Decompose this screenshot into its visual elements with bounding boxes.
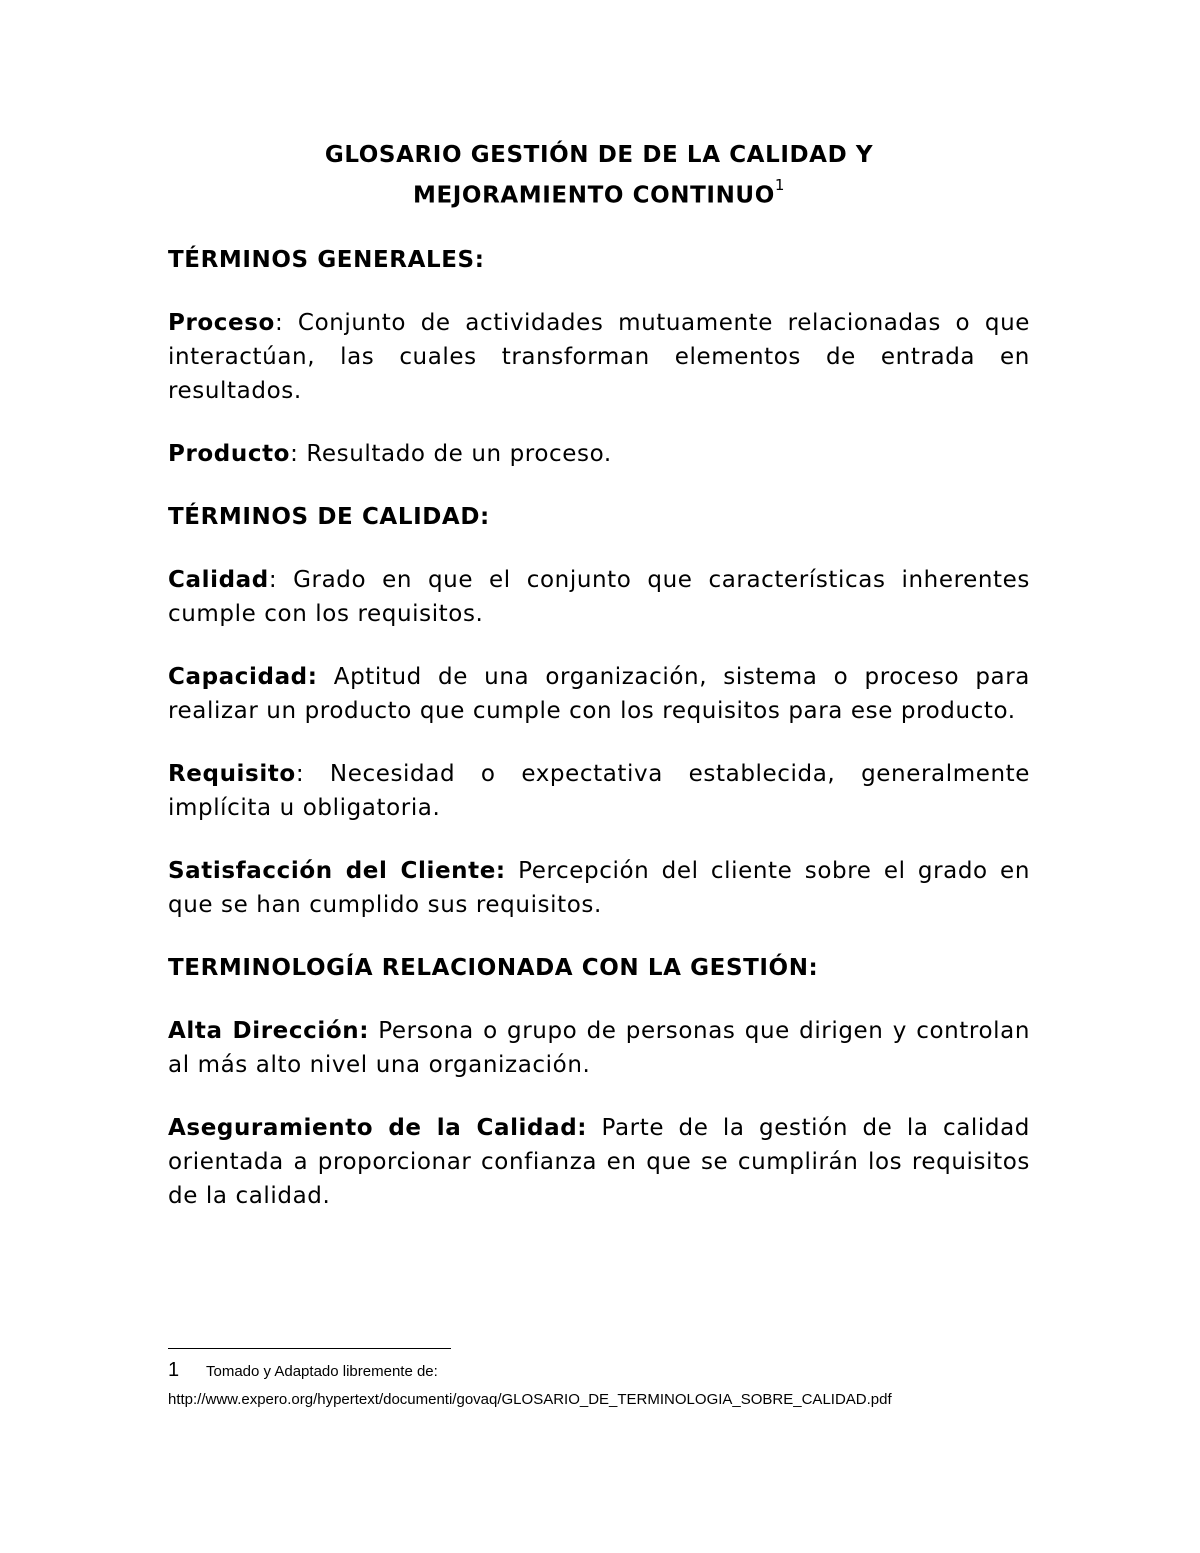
glossary-definition: : Resultado de un proceso. [290, 440, 612, 467]
section-heading-quality-terms: TÉRMINOS DE CALIDAD: [168, 503, 490, 530]
glossary-entry-satisfaccion-cliente [168, 854, 1030, 922]
footnote-line-1 [168, 1356, 1068, 1386]
glossary-term: Producto [168, 440, 291, 467]
glossary-term: Requisito [168, 760, 296, 787]
section-heading-management-terms: TERMINOLOGÍA RELACIONADA CON LA GESTIÓN: [168, 954, 819, 981]
footnote-number: 1 [168, 1359, 180, 1381]
document-body [168, 138, 1030, 1242]
document-title [168, 138, 1030, 213]
footnote [168, 1356, 1068, 1414]
glossary-definition: : Grado en que el conjunto que características inherentes cumple con los requisitos. [168, 566, 1030, 627]
glossary-entry-aseguramiento-calidad [168, 1111, 1030, 1213]
title-line-2 [168, 172, 1030, 213]
title-line-2-text: MEJORAMIENTO CONTINUO [412, 182, 775, 209]
footnote-separator [168, 1348, 451, 1349]
glossary-term: Alta Dirección: [168, 1017, 369, 1044]
glossary-entry-requisito [168, 757, 1030, 825]
glossary-entry-alta-direccion [168, 1014, 1030, 1082]
glossary-definition: : Necesidad o expectativa establecida, generalmente implícita u obligatoria. [168, 760, 1030, 821]
glossary-term: Satisfacción del Cliente: [168, 857, 506, 884]
glossary-term: Proceso [168, 309, 275, 336]
glossary-definition: Percepción del cliente sobre el grado en que se han cumplido sus requisitos. [168, 857, 1030, 918]
glossary-definition: : Conjunto de actividades mutuamente relacionadas o que interactúan, las cuales transforman elementos de entrada en resultados. [168, 309, 1030, 404]
section-heading-general-terms: TÉRMINOS GENERALES: [168, 246, 485, 273]
title-line-1: GLOSARIO GESTIÓN DE DE LA CALIDAD Y [324, 142, 874, 168]
glossary-term: Aseguramiento de la Calidad: [168, 1114, 588, 1141]
glossary-entry-calidad [168, 563, 1030, 631]
glossary-entry-producto [168, 437, 1030, 471]
glossary-definition: Parte de la gestión de la calidad orientada a proporcionar confianza en que se cumplirán los requisitos de la calidad. [168, 1114, 1030, 1209]
glossary-entry-proceso [168, 306, 1030, 408]
footnote-reference[interactable]: 1 [774, 176, 786, 194]
glossary-definition: Aptitud de una organización, sistema o proceso para realizar un producto que cumple con los requisitos para ese producto. [168, 663, 1030, 724]
glossary-entry-capacidad [168, 660, 1030, 728]
glossary-term: Capacidad: [168, 663, 318, 690]
footnote-url[interactable]: http://www.expero.org/hypertext/documenti/govaq/GLOSARIO_DE_TERMINOLOGIA_SOBRE_CALIDAD.pdf [168, 1391, 892, 1408]
glossary-term: Calidad [168, 566, 269, 593]
footnote-text: Tomado y Adaptado libremente de: [206, 1363, 438, 1380]
glossary-definition: Persona o grupo de personas que dirigen y controlan al más alto nivel una organización. [168, 1017, 1030, 1078]
